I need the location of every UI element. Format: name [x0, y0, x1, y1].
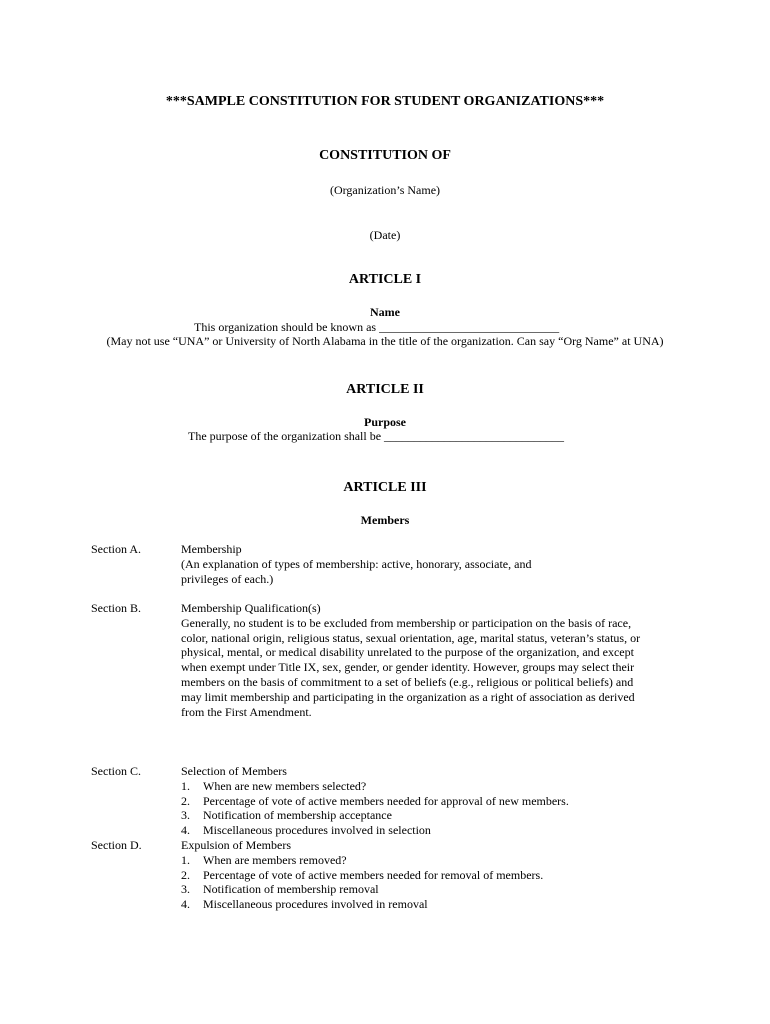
article-1-note: (May not use “UNA” or University of North Alabama in the title of the organization. Can say “Org Name” at UNA) [106, 334, 664, 348]
section-b-line-2: color, national origin, religious status, sexual orientation, age, marital status, veteran’s status, or [181, 630, 641, 645]
org-name-placeholder: (Organization’s Name) [329, 183, 441, 197]
section-a-line-1: (An explanation of types of membership: active, honorary, associate, and [181, 556, 532, 571]
list-text: Notification of membership removal [203, 882, 379, 897]
list-text: When are new members selected? [203, 778, 367, 793]
list-number: 4. [181, 823, 190, 838]
section-c-label: Section C. [91, 764, 141, 778]
section-b-title: Membership Qualification(s) [181, 601, 321, 615]
list-number: 3. [181, 808, 190, 823]
section-a-body [181, 542, 531, 586]
list-text: When are members removed? [203, 852, 347, 867]
list-text: Miscellaneous procedures involved in removal [203, 897, 428, 912]
article-1-heading: ARTICLE I [348, 272, 422, 287]
section-b-line-7: from the First Amendment. [181, 704, 312, 719]
section-b-line-4: when exempt under Title IX, sex, gender, or gender identity. However, groups may select their [181, 660, 635, 675]
section-d-label: Section D. [91, 838, 142, 852]
section-a-label: Section A. [91, 542, 141, 556]
section-b-label: Section B. [91, 601, 141, 615]
section-b-line-3: physical, mental, or medical disability unrelated to the purpose of the organization, and except [181, 645, 634, 660]
article-3-heading: ARTICLE III [343, 480, 427, 495]
section-c-body [181, 764, 569, 838]
list-item [181, 882, 543, 897]
list-text: Percentage of vote of active members needed for removal of members. [203, 867, 544, 882]
list-item [181, 808, 569, 823]
list-item [181, 853, 543, 868]
section-d-title: Expulsion of Members [181, 838, 291, 852]
list-number: 3. [181, 882, 190, 897]
list-number: 4. [181, 897, 190, 912]
list-number: 2. [181, 793, 190, 808]
list-item [181, 823, 569, 838]
list-item [181, 779, 569, 794]
list-item [181, 868, 543, 883]
article-3-subheading: Members [360, 513, 410, 527]
list-number: 2. [181, 867, 190, 882]
section-b-line-5: members on the basis of commitment to a set of beliefs (e.g., religious or political beliefs) and [181, 674, 634, 689]
list-text: Percentage of vote of active members needed for approval of new members. [203, 793, 569, 808]
article-1-line: This organization should be known as ______________________________ [194, 320, 560, 334]
article-2-heading: ARTICLE II [346, 382, 424, 397]
list-item [181, 794, 569, 809]
list-text: Miscellaneous procedures involved in selection [203, 823, 431, 838]
date-placeholder: (Date) [369, 228, 401, 242]
article-2-line: The purpose of the organization shall be ______________________________ [188, 429, 565, 443]
document-title: ***SAMPLE CONSTITUTION FOR STUDENT ORGANIZATIONS*** [165, 94, 605, 109]
section-b-body [181, 601, 640, 719]
list-number: 1. [181, 852, 190, 867]
list-text: Notification of membership acceptance [203, 808, 392, 823]
section-b-line-1: Generally, no student is to be excluded from membership or participation on the basis of race, [181, 615, 632, 630]
article-2-subheading: Purpose [364, 415, 406, 429]
article-1-subheading: Name [370, 305, 400, 319]
section-a-line-2: privileges of each.) [181, 571, 274, 586]
section-d-body [181, 838, 543, 912]
list-number: 1. [181, 778, 190, 793]
list-item [181, 897, 543, 912]
section-a-title: Membership [181, 542, 242, 556]
section-b-line-6: may limit membership and participating in the organization as a right of association as derived [181, 689, 635, 704]
section-c-title: Selection of Members [181, 764, 287, 778]
constitution-heading: CONSTITUTION OF [319, 148, 451, 163]
